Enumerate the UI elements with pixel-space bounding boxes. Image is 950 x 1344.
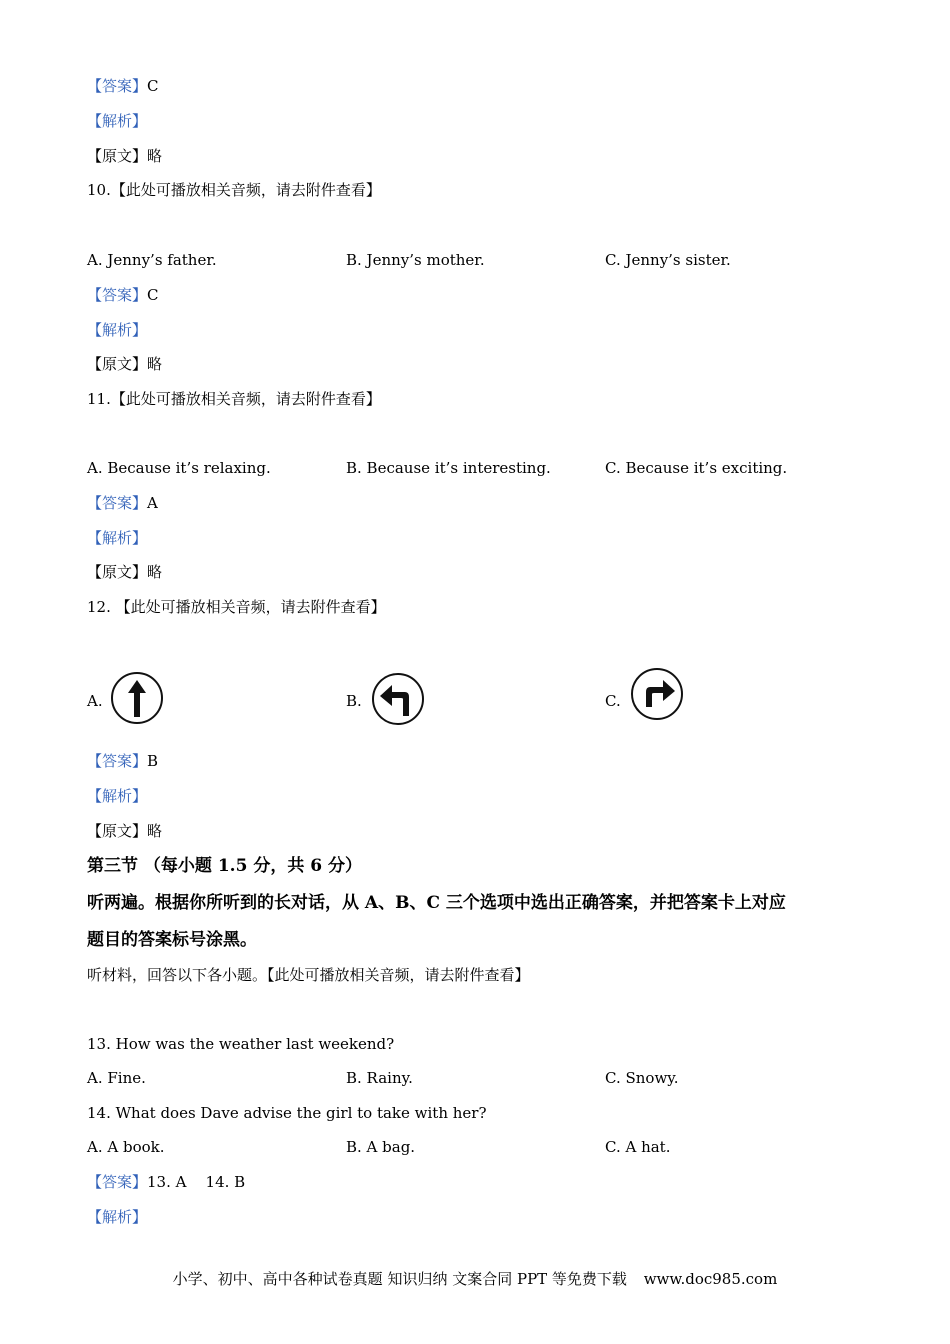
option-a: A. Because it’s relaxing.	[87, 459, 271, 477]
answer-value: 13. A 14. B	[147, 1173, 246, 1191]
option-c: C. Jenny’s sister.	[605, 251, 731, 269]
option-b: B. Rainy.	[346, 1069, 413, 1087]
question-number: 10.	[87, 181, 111, 199]
answer-row-13-14	[87, 1172, 245, 1192]
footer-url[interactable]: www.doc985.com	[643, 1270, 778, 1288]
question-13: 13. How was the weather last weekend?	[87, 1035, 395, 1053]
answer-row-10	[87, 285, 159, 305]
audio-placeholder: 【此处可播放相关音频，请去附件查看】	[115, 598, 386, 616]
option-b: B. Because it’s interesting.	[346, 459, 551, 477]
answer-label: 【答案】	[87, 286, 148, 304]
option-c: C. Snowy.	[605, 1069, 679, 1087]
section-instruction-line2: 题目的答案标号涂黑。	[87, 930, 257, 950]
source-text: 略	[147, 147, 163, 165]
page-footer	[0, 1269, 950, 1289]
audio-placeholder: 【此处可播放相关音频，请去附件查看】	[110, 390, 381, 408]
source-label: 【原文】	[87, 355, 148, 373]
source-row-12	[87, 821, 162, 841]
source-text: 略	[147, 563, 163, 581]
source-label: 【原文】	[87, 822, 148, 840]
section-heading: 第三节 （每小题 1.5 分，共 6 分）	[87, 856, 362, 876]
option-c: C. A hat.	[605, 1138, 671, 1156]
source-row-10	[87, 354, 162, 374]
analysis-label: 【解析】	[87, 529, 148, 547]
source-label: 【原文】	[87, 147, 148, 165]
audio-placeholder: 【此处可播放相关音频，请去附件查看】	[267, 966, 530, 984]
analysis-label: 【解析】	[87, 787, 148, 805]
material-row	[87, 965, 530, 985]
question-14: 14. What does Dave advise the girl to take with her?	[87, 1104, 487, 1122]
source-text: 略	[147, 355, 163, 373]
option-a: A. Fine.	[87, 1069, 146, 1087]
option-c-label: C.	[605, 692, 621, 710]
answer-value: B	[147, 752, 159, 770]
source-label: 【原文】	[87, 563, 148, 581]
answer-label: 【答案】	[87, 77, 148, 95]
answer-label: 【答案】	[87, 1173, 148, 1191]
source-row-9	[87, 146, 162, 166]
question-number: 12.	[87, 598, 116, 616]
answer-row-9	[87, 76, 159, 96]
answer-row-12	[87, 751, 158, 771]
answer-label: 【答案】	[87, 752, 148, 770]
option-a: A. Jenny’s father.	[87, 251, 217, 269]
arrow-straight-sign-icon	[110, 671, 164, 725]
analysis-label: 【解析】	[87, 321, 148, 339]
answer-label: 【答案】	[87, 494, 148, 512]
turn-left-sign-icon	[371, 672, 425, 726]
answer-value: C	[147, 77, 159, 95]
option-b: B. A bag.	[346, 1138, 416, 1156]
audio-placeholder: 【此处可播放相关音频，请去附件查看】	[110, 181, 381, 199]
answer-value: A	[147, 494, 158, 512]
question-10	[87, 180, 381, 200]
source-row-11	[87, 562, 162, 582]
analysis-label: 【解析】	[87, 1208, 148, 1226]
option-c: C. Because it’s exciting.	[605, 459, 788, 477]
section-instruction-line1: 听两遍。根据你所听到的长对话，从 A、B、C 三个选项中选出正确答案，并把答案卡上对应	[87, 893, 786, 913]
option-b-label: B.	[346, 692, 362, 710]
option-b: B. Jenny’s mother.	[346, 251, 485, 269]
question-number: 11.	[87, 390, 111, 408]
option-a: A. A book.	[87, 1138, 165, 1156]
answer-row-11	[87, 493, 158, 513]
source-text: 略	[147, 822, 163, 840]
question-11	[87, 389, 381, 409]
option-a-label: A.	[87, 692, 103, 710]
analysis-label: 【解析】	[87, 112, 148, 130]
question-12	[87, 597, 386, 617]
turn-right-sign-icon	[630, 667, 684, 721]
answer-value: C	[147, 286, 159, 304]
footer-text: 小学、初中、高中各种试卷真题 知识归纳 文案合同 PPT 等免费下载	[172, 1270, 627, 1288]
material-text: 听材料，回答以下各小题。	[87, 966, 268, 984]
